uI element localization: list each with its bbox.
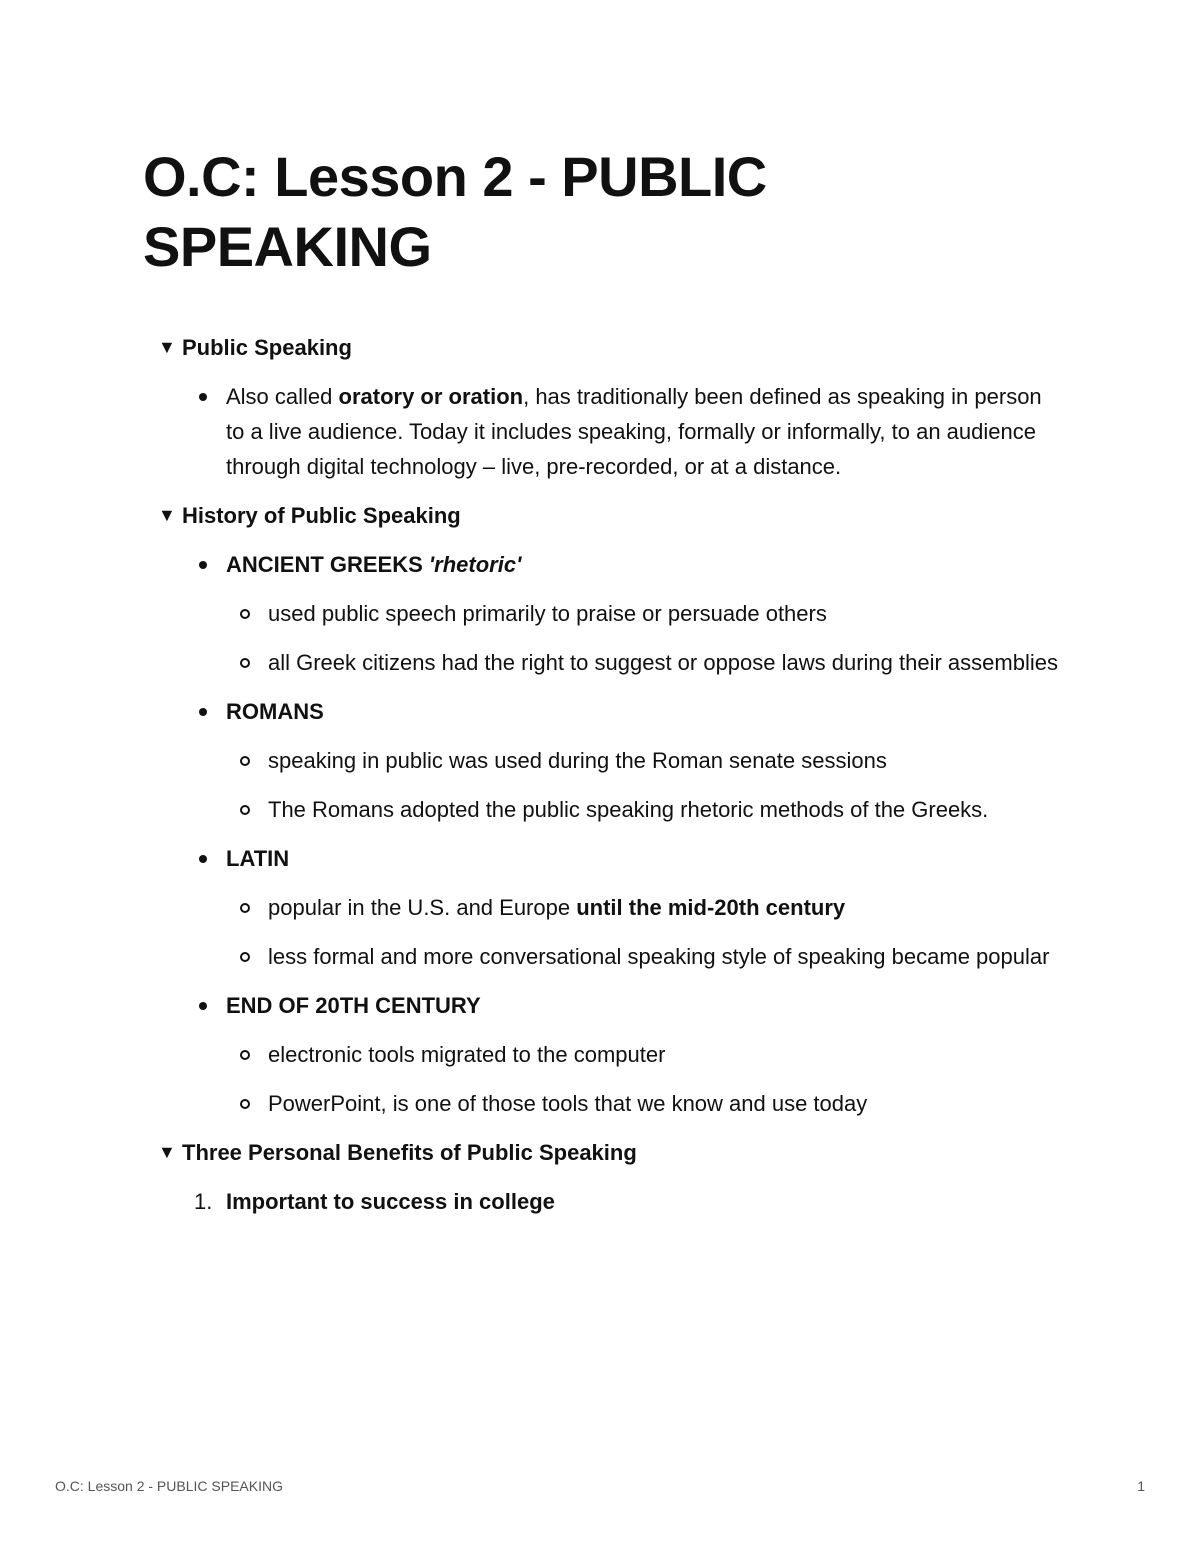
bullet-icon <box>199 855 207 863</box>
bold-text: END OF 20TH CENTURY <box>226 993 481 1018</box>
hollow-bullet-icon <box>240 609 250 619</box>
bullet-icon <box>199 708 207 716</box>
list-item-end-20th-century <box>158 988 1058 1023</box>
list-item-romans <box>158 694 1058 729</box>
text: PowerPoint, is one of those tools that we know and use today <box>268 1091 868 1116</box>
sub-list-item <box>158 596 1058 631</box>
bullet-icon <box>199 561 207 569</box>
sub-list-item <box>158 1086 1058 1121</box>
sub-list-item <box>158 1037 1058 1072</box>
hollow-bullet-icon <box>240 1050 250 1060</box>
bold-text: ANCIENT GREEKS <box>226 552 429 577</box>
text: , has traditionally been defined as speaking in person to a live audience. Today it includes speaking, formally or informally, to an audience through digital technology – live, pre-recorded, or at a distance. <box>226 384 1042 479</box>
toggle-public-speaking[interactable] <box>158 330 1058 365</box>
document-body <box>158 330 1058 1233</box>
text: Important to success in college <box>226 1189 555 1214</box>
toggle-triangle-icon[interactable]: ▼ <box>158 337 176 357</box>
list-number: 1. <box>194 1189 213 1214</box>
list-item-greeks <box>158 547 1058 582</box>
bold-text: oratory or oration <box>338 384 524 409</box>
list-item-latin <box>158 841 1058 876</box>
sub-list-item <box>158 743 1058 778</box>
text: popular in the U.S. and Europe <box>268 895 577 920</box>
section-history <box>158 498 1058 1121</box>
toggle-history[interactable] <box>158 498 1058 533</box>
text: The Romans adopted the public speaking rhetoric methods of the Greeks. <box>268 797 989 822</box>
toggle-benefits[interactable] <box>158 1135 1058 1170</box>
list-item <box>158 379 1058 484</box>
section-benefits <box>158 1135 1058 1219</box>
bold-text: LATIN <box>226 846 290 871</box>
sub-list-item <box>158 939 1058 974</box>
hollow-bullet-icon <box>240 952 250 962</box>
sub-list-item <box>158 645 1058 680</box>
text: Also called <box>226 384 339 409</box>
sub-list-item <box>158 792 1058 827</box>
text: used public speech primarily to praise or persuade others <box>268 601 827 626</box>
toggle-triangle-icon[interactable]: ▼ <box>158 1142 176 1162</box>
page-title: O.C: Lesson 2 - PUBLIC SPEAKING <box>143 145 767 278</box>
hollow-bullet-icon <box>240 658 250 668</box>
sub-list-item <box>158 890 1058 925</box>
numbered-list-item <box>158 1184 1058 1219</box>
toggle-triangle-icon[interactable]: ▼ <box>158 505 176 525</box>
bold-text: ROMANS <box>226 699 324 724</box>
text: speaking in public was used during the Roman senate sessions <box>268 748 887 773</box>
bullet-icon <box>199 393 207 401</box>
section-public-speaking <box>158 330 1058 484</box>
text: less formal and more conversational speaking style of speaking became popular <box>268 944 1050 969</box>
hollow-bullet-icon <box>240 903 250 913</box>
text: electronic tools migrated to the computer <box>268 1042 666 1067</box>
page-number: 1 <box>1137 1478 1145 1494</box>
toggle-heading-label: History of Public Speaking <box>182 503 461 528</box>
footer-title: O.C: Lesson 2 - PUBLIC SPEAKING <box>55 1478 283 1494</box>
hollow-bullet-icon <box>240 805 250 815</box>
bold-text: until the mid-20th century <box>576 895 846 920</box>
text: all Greek citizens had the right to suggest or oppose laws during their assemblies <box>268 650 1058 675</box>
toggle-heading-label: Public Speaking <box>182 335 352 360</box>
hollow-bullet-icon <box>240 756 250 766</box>
toggle-heading-label: Three Personal Benefits of Public Speaking <box>182 1140 637 1165</box>
hollow-bullet-icon <box>240 1099 250 1109</box>
italic-text: 'rhetoric' <box>428 552 522 577</box>
bullet-icon <box>199 1002 207 1010</box>
